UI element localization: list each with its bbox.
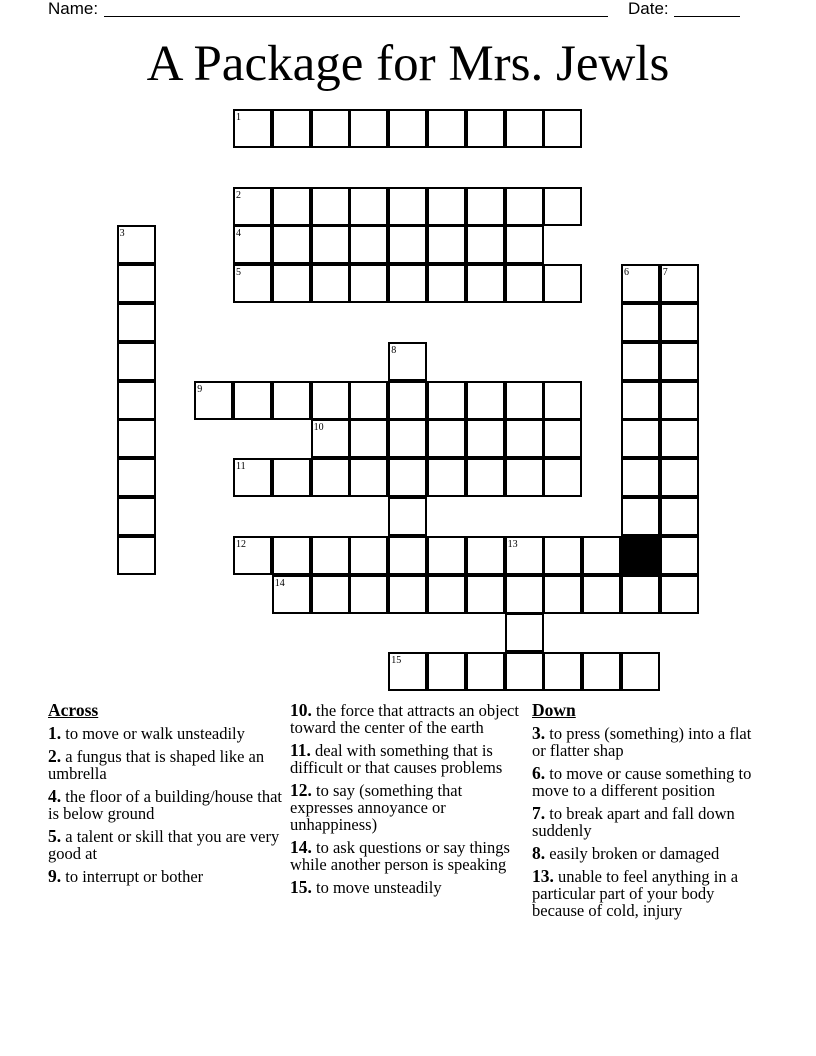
crossword-cell[interactable]	[505, 613, 544, 652]
clue-number-label: 15.	[290, 877, 312, 897]
across-clues-col-1	[48, 700, 284, 891]
crossword-cell[interactable]	[660, 575, 699, 614]
crossword-cell[interactable]	[505, 575, 544, 614]
crossword-cell[interactable]	[543, 187, 582, 226]
crossword-cell[interactable]	[466, 458, 505, 497]
clue-item	[290, 782, 526, 833]
crossword-cell[interactable]	[233, 536, 272, 575]
clue-item	[290, 879, 526, 896]
clue-item	[290, 839, 526, 873]
crossword-cell[interactable]	[427, 109, 466, 148]
crossword-cell[interactable]	[311, 225, 350, 264]
crossword-cell[interactable]	[349, 536, 388, 575]
crossword-cell[interactable]	[311, 264, 350, 303]
crossword-cell[interactable]	[505, 458, 544, 497]
clue-number: 3	[119, 228, 125, 240]
down-heading: Down	[532, 700, 576, 720]
crossword-cell[interactable]	[505, 187, 544, 226]
crossword-cell[interactable]	[117, 458, 156, 497]
clue-number: 8	[391, 344, 397, 356]
crossword-cell[interactable]	[505, 381, 544, 420]
crossword-cell[interactable]	[582, 575, 621, 614]
crossword-cell[interactable]	[466, 575, 505, 614]
crossword-cell[interactable]	[311, 575, 350, 614]
clue-number-label: 12.	[290, 780, 312, 800]
across-clues-col-2	[290, 702, 526, 902]
clue-text: a fungus that is shaped like an umbrella	[48, 747, 265, 783]
crossword-cell[interactable]	[466, 381, 505, 420]
crossword-cell[interactable]	[349, 419, 388, 458]
crossword-cell[interactable]	[233, 381, 272, 420]
crossword-cell[interactable]	[117, 264, 156, 303]
crossword-cell[interactable]	[272, 264, 311, 303]
clue-text: to move unsteadily	[311, 878, 442, 897]
crossword-cell[interactable]	[117, 419, 156, 458]
crossword-cell[interactable]	[117, 303, 156, 342]
crossword-cell[interactable]	[543, 381, 582, 420]
clue-number: 12	[236, 538, 246, 550]
clue-number-label: 3.	[532, 723, 546, 743]
clue-number: 9	[197, 383, 203, 395]
crossword-cell[interactable]	[311, 187, 350, 226]
crossword-cell[interactable]	[117, 536, 156, 575]
clue-number-label: 10.	[290, 700, 312, 720]
clue-number: 14	[274, 577, 285, 589]
clue-text: the force that attracts an object toward the center of the earth	[290, 701, 519, 737]
crossword-cell[interactable]	[466, 419, 505, 458]
clue-item	[48, 748, 284, 782]
crossword-cell[interactable]	[543, 536, 582, 575]
crossword-cell[interactable]	[272, 381, 311, 420]
crossword-cell[interactable]	[272, 109, 311, 148]
crossword-cell[interactable]	[311, 109, 350, 148]
crossword-cell[interactable]	[311, 419, 350, 458]
crossword-cell[interactable]	[233, 458, 272, 497]
crossword-cell[interactable]	[505, 652, 544, 691]
crossword-cell[interactable]	[388, 187, 427, 226]
crossword-cell[interactable]	[427, 575, 466, 614]
crossword-cell[interactable]	[117, 497, 156, 536]
crossword-cell[interactable]	[466, 652, 505, 691]
crossword-cell[interactable]	[466, 187, 505, 226]
crossword-cell[interactable]	[388, 536, 427, 575]
clue-number: 11	[236, 461, 246, 473]
clue-text: unable to feel anything in a particular part of your body because of cold, injury	[532, 867, 739, 920]
clue-item	[48, 828, 284, 862]
crossword-cell[interactable]	[233, 187, 272, 226]
name-label: Name:	[48, 0, 99, 18]
down-clues-col	[532, 700, 762, 925]
crossword-cell[interactable]	[543, 109, 582, 148]
crossword-cell[interactable]	[349, 225, 388, 264]
crossword-cell[interactable]	[388, 225, 427, 264]
crossword-cell[interactable]	[660, 303, 699, 342]
clue-number-label: 6.	[532, 763, 546, 783]
clue-item	[290, 742, 526, 776]
crossword-cell[interactable]	[543, 458, 582, 497]
crossword-cell[interactable]	[427, 225, 466, 264]
crossword-cell[interactable]	[543, 652, 582, 691]
crossword-cell[interactable]	[505, 264, 544, 303]
crossword-cell[interactable]	[349, 187, 388, 226]
crossword-cell[interactable]	[427, 536, 466, 575]
crossword-cell[interactable]	[388, 264, 427, 303]
crossword-cell[interactable]	[349, 575, 388, 614]
crossword-cell[interactable]	[660, 536, 699, 575]
crossword-cell[interactable]	[349, 458, 388, 497]
clue-number-label: 8.	[532, 843, 546, 863]
clue-text: easily broken or damaged	[545, 844, 720, 863]
crossword-cell[interactable]	[117, 381, 156, 420]
crossword-cell[interactable]	[543, 264, 582, 303]
crossword-cell[interactable]	[621, 381, 660, 420]
crossword-cell[interactable]	[311, 536, 350, 575]
clue-text: a talent or skill that you are very good at	[48, 827, 280, 863]
crossword-cell[interactable]	[660, 381, 699, 420]
clue-number: 15	[391, 655, 402, 667]
crossword-cell[interactable]	[388, 575, 427, 614]
crossword-cell[interactable]	[505, 225, 544, 264]
clue-number: 1	[236, 112, 241, 123]
crossword-cell[interactable]	[582, 652, 621, 691]
clue-number-label: 2.	[48, 746, 62, 766]
crossword-cell[interactable]	[621, 652, 660, 691]
clue-number: 10	[313, 422, 324, 434]
crossword-cell[interactable]	[117, 225, 156, 264]
clue-number: 6	[624, 267, 629, 279]
crossword-cell[interactable]	[543, 419, 582, 458]
crossword-cell[interactable]	[388, 381, 427, 420]
crossword-cell[interactable]	[233, 264, 272, 303]
crossword-cell[interactable]	[194, 381, 233, 420]
clue-text: the floor of a building/house that is below ground	[48, 787, 282, 823]
clue-number-label: 9.	[48, 866, 62, 886]
clue-text: to say (something that expresses annoyance or unhappiness)	[290, 781, 463, 834]
crossword-cell[interactable]	[466, 536, 505, 575]
clue-item	[532, 725, 762, 759]
crossword-cell[interactable]	[543, 575, 582, 614]
clue-item	[532, 845, 762, 862]
crossword-cell[interactable]	[427, 652, 466, 691]
date-label: Date:	[628, 0, 669, 18]
crossword-cell[interactable]	[272, 225, 311, 264]
crossword-cell[interactable]	[621, 342, 660, 381]
crossword-cell[interactable]	[427, 381, 466, 420]
crossword-cell[interactable]	[621, 303, 660, 342]
crossword-cell[interactable]	[466, 225, 505, 264]
clue-text: to break apart and fall down suddenly	[532, 804, 735, 840]
clue-number-label: 5.	[48, 826, 62, 846]
crossword-cell[interactable]	[621, 264, 660, 303]
clue-text: to move or walk unsteadily	[61, 724, 245, 743]
clue-item	[48, 725, 284, 742]
crossword-cell[interactable]	[349, 109, 388, 148]
crossword-cell[interactable]	[388, 419, 427, 458]
clue-number-label: 1.	[48, 723, 62, 743]
clue-text: to interrupt or bother	[61, 867, 204, 886]
crossword-cell[interactable]	[621, 497, 660, 536]
clue-item	[532, 765, 762, 799]
clue-item	[532, 868, 762, 919]
clue-number: 4	[236, 228, 241, 240]
crossword-cell[interactable]	[388, 458, 427, 497]
crossword-cell[interactable]	[660, 497, 699, 536]
crossword-cell[interactable]	[660, 342, 699, 381]
crossword-cell[interactable]	[660, 264, 699, 303]
clue-number-label: 4.	[48, 786, 62, 806]
crossword-cell[interactable]	[233, 225, 272, 264]
crossword-cell[interactable]	[388, 652, 427, 691]
crossword-cell[interactable]	[272, 458, 311, 497]
clue-number: 7	[662, 267, 668, 279]
crossword-cell[interactable]	[117, 342, 156, 381]
crossword-cell[interactable]	[427, 419, 466, 458]
across-heading: Across	[48, 700, 99, 720]
crossword-cell[interactable]	[621, 458, 660, 497]
crossword-cell[interactable]	[505, 536, 544, 575]
crossword-cell[interactable]	[272, 536, 311, 575]
crossword-cell[interactable]	[311, 381, 350, 420]
crossword-cell[interactable]	[349, 381, 388, 420]
crossword-cell[interactable]	[233, 109, 272, 148]
crossword-cell[interactable]	[427, 187, 466, 226]
crossword-cell[interactable]	[427, 458, 466, 497]
crossword-cell[interactable]	[272, 187, 311, 226]
crossword-cell[interactable]	[660, 458, 699, 497]
clue-text: deal with something that is difficult or that causes problems	[290, 741, 503, 777]
crossword-cell[interactable]	[388, 109, 427, 148]
puzzle-title: A Package for Mrs. Jewls	[146, 36, 670, 92]
crossword-cell[interactable]	[505, 109, 544, 148]
crossword-cell[interactable]	[388, 497, 427, 536]
clue-item	[48, 788, 284, 822]
crossword-cell[interactable]	[660, 419, 699, 458]
crossword-cell[interactable]	[621, 419, 660, 458]
clue-item	[290, 702, 526, 736]
clue-number-label: 7.	[532, 803, 546, 823]
crossword-cell[interactable]	[427, 264, 466, 303]
clue-text: to press (something) into a flat or flatter shap	[532, 724, 752, 760]
crossword-cell[interactable]	[388, 342, 427, 381]
clue-number-label: 13.	[532, 866, 554, 886]
crossword-cell[interactable]	[466, 109, 505, 148]
crossword-cell[interactable]	[311, 458, 350, 497]
crossword-cell[interactable]	[466, 264, 505, 303]
crossword-cell[interactable]	[272, 575, 311, 614]
crossword-cell[interactable]	[505, 419, 544, 458]
clue-number-label: 11.	[290, 740, 311, 760]
clue-text: to ask questions or say things while another person is speaking	[290, 838, 510, 874]
clue-item	[48, 868, 284, 885]
clue-number: 13	[507, 538, 518, 550]
crossword-cell[interactable]	[621, 575, 660, 614]
clue-number: 5	[236, 267, 241, 279]
clue-number-label: 14.	[290, 837, 312, 857]
clue-item	[532, 805, 762, 839]
crossword-black-cell	[621, 536, 660, 575]
clue-number: 2	[236, 189, 241, 201]
crossword-cell[interactable]	[582, 536, 621, 575]
clue-text: to move or cause something to move to a different position	[532, 764, 752, 800]
crossword-cell[interactable]	[349, 264, 388, 303]
